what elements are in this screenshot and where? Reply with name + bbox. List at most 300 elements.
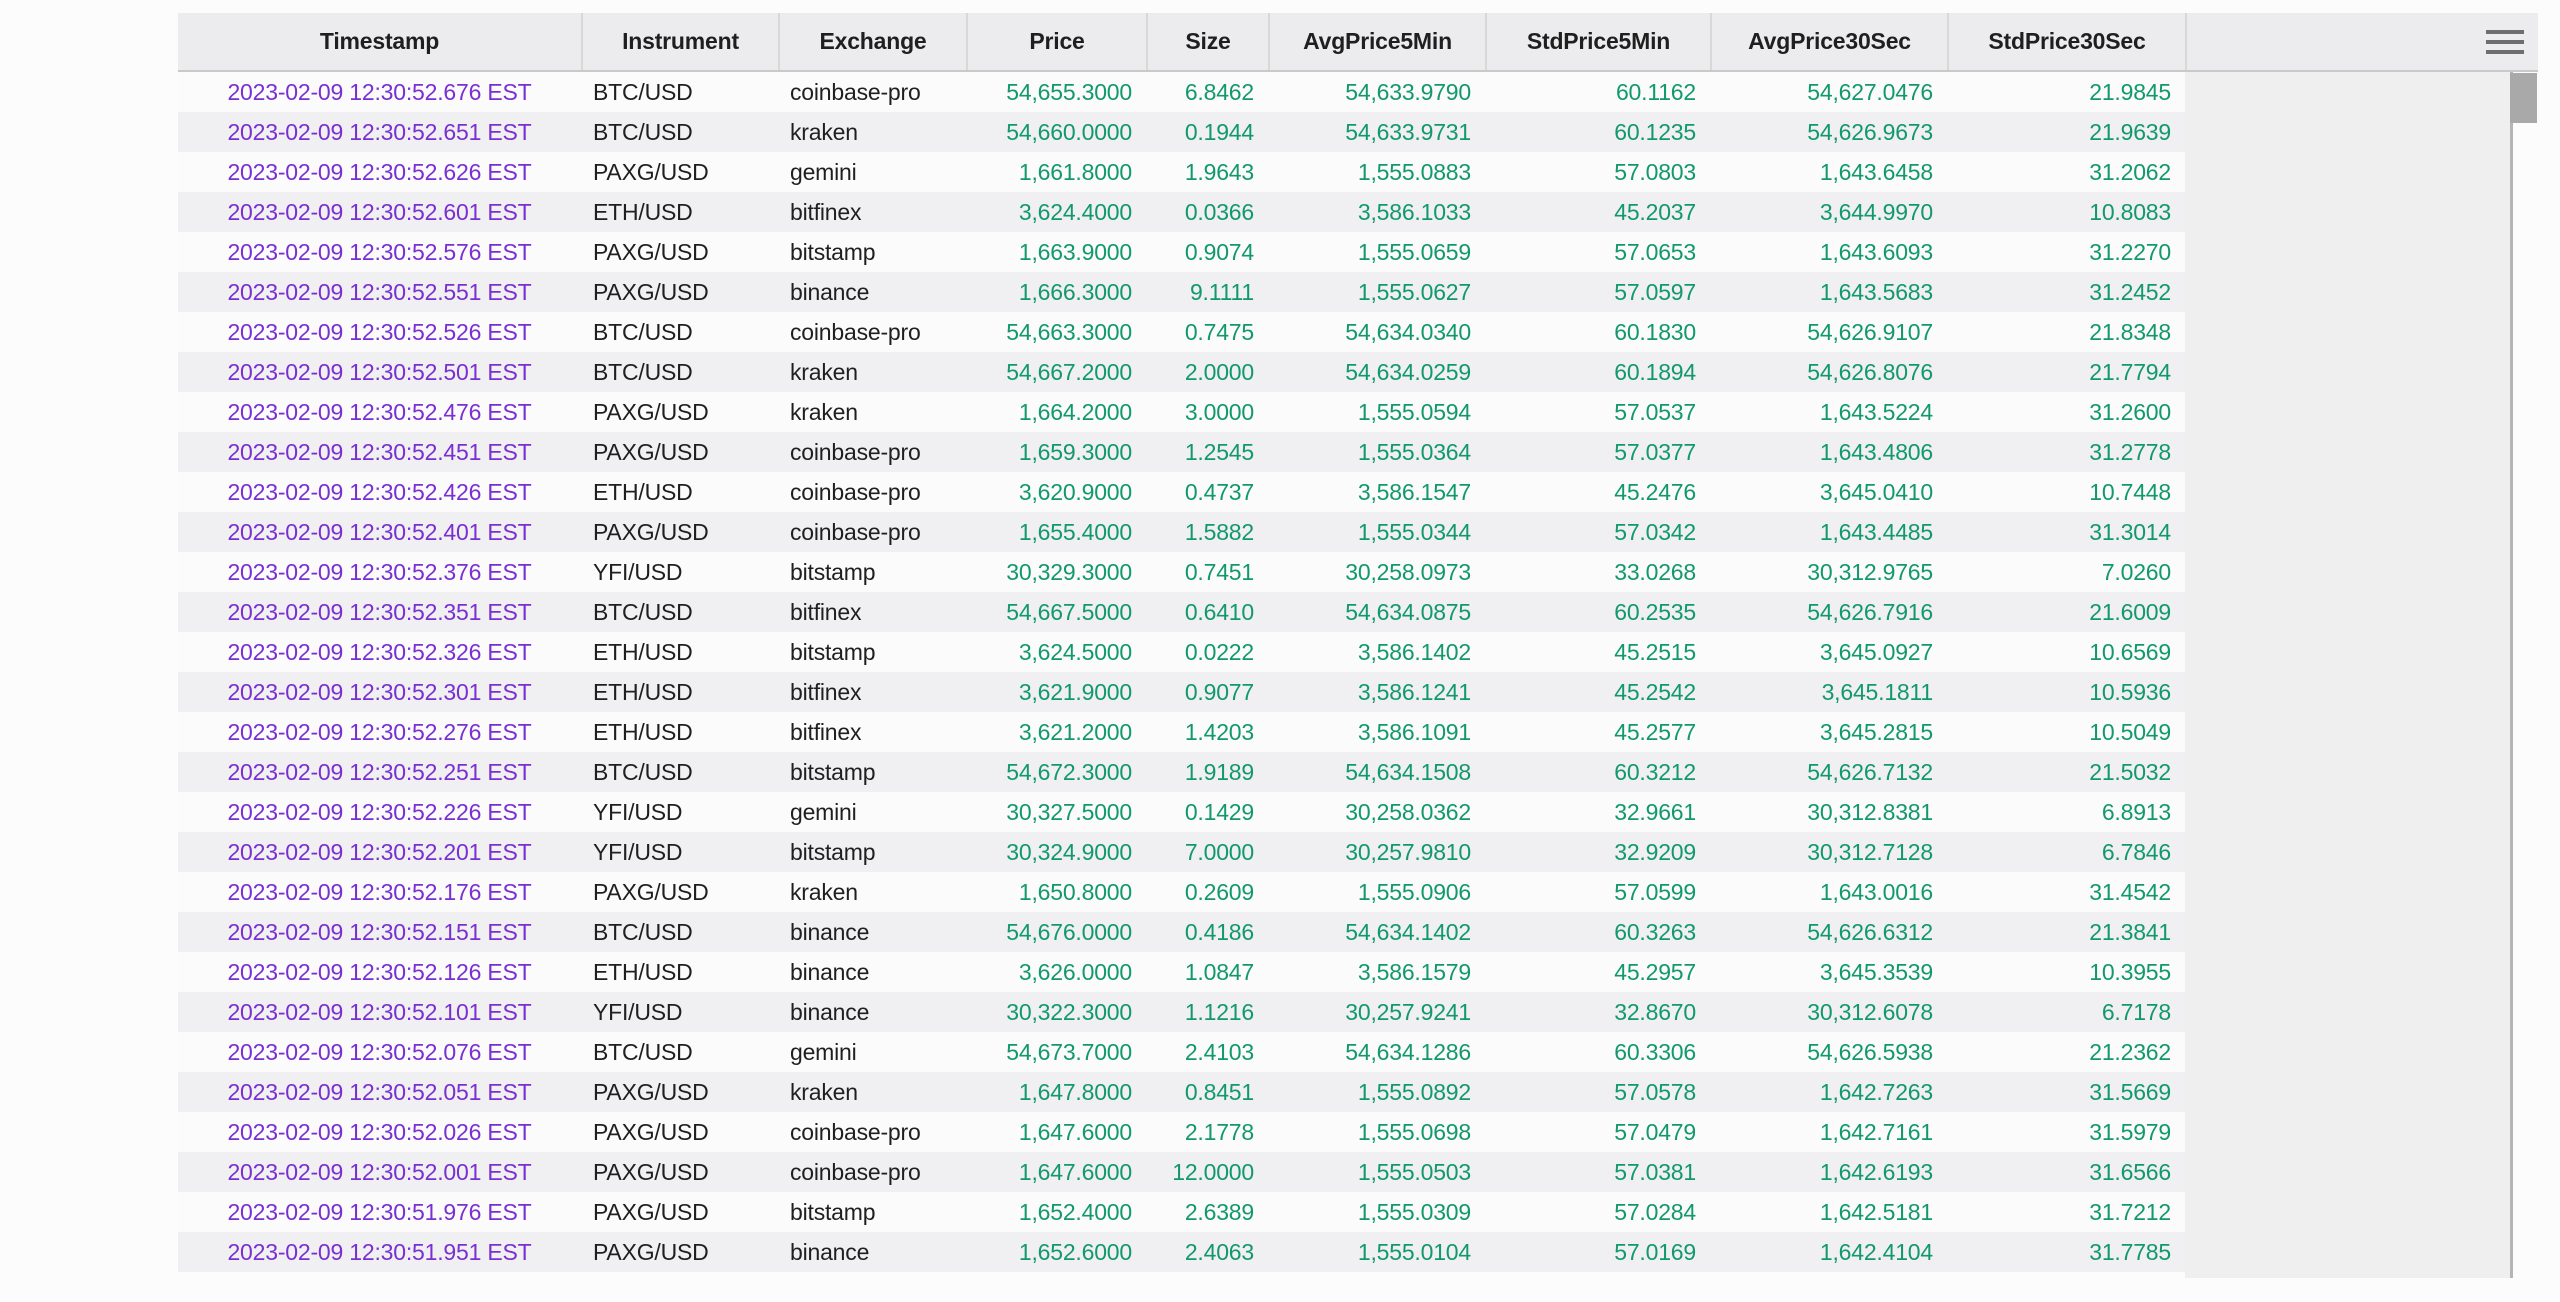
cell-price: 30,324.9000 <box>1006 838 1132 865</box>
cell-size: 0.0222 <box>1184 638 1254 665</box>
table-row <box>178 1152 2185 1192</box>
cell-size: 0.6410 <box>1184 598 1254 625</box>
cell-exchange: kraken <box>790 1078 858 1105</box>
cell-timestamp: 2023-02-09 12:30:52.126 EST <box>227 958 532 985</box>
cell-timestamp: 2023-02-09 12:30:52.676 EST <box>227 78 532 105</box>
cell-avg_price_30sec: 54,626.7132 <box>1807 758 1933 785</box>
cell-avg_price_30sec: 1,643.6458 <box>1819 158 1933 185</box>
cell-avg_price_5min: 3,586.1547 <box>1357 478 1471 505</box>
cell-size: 0.4737 <box>1184 478 1254 505</box>
cell-timestamp: 2023-02-09 12:30:52.151 EST <box>227 918 532 945</box>
table-row <box>178 232 2185 272</box>
cell-std_price_30sec: 10.5049 <box>2089 718 2171 745</box>
cell-size: 1.0847 <box>1184 958 1254 985</box>
cell-timestamp: 2023-02-09 12:30:52.251 EST <box>227 758 532 785</box>
column-header-std_price_5min: StdPrice5Min <box>1485 13 1710 70</box>
cell-avg_price_30sec: 3,644.9970 <box>1819 198 1933 225</box>
cell-timestamp: 2023-02-09 12:30:52.326 EST <box>227 638 532 665</box>
column-header-price: Price <box>966 13 1146 70</box>
cell-avg_price_30sec: 54,626.5938 <box>1807 1038 1933 1065</box>
cell-avg_price_30sec: 30,312.6078 <box>1807 998 1933 1025</box>
cell-instrument: PAXG/USD <box>593 878 709 905</box>
table-row <box>178 1112 2185 1152</box>
cell-instrument: BTC/USD <box>593 318 693 345</box>
cell-price: 1,652.4000 <box>1018 1198 1132 1225</box>
cell-std_price_30sec: 31.2778 <box>2089 438 2171 465</box>
cell-std_price_5min: 32.9661 <box>1614 798 1696 825</box>
cell-std_price_5min: 60.2535 <box>1614 598 1696 625</box>
cell-std_price_30sec: 31.5669 <box>2089 1078 2171 1105</box>
cell-instrument: ETH/USD <box>593 678 693 705</box>
cell-avg_price_5min: 1,555.0344 <box>1357 518 1471 545</box>
cell-size: 2.4063 <box>1184 1238 1254 1265</box>
column-header-instrument: Instrument <box>581 13 778 70</box>
scrollbar-track-line <box>2510 72 2513 1278</box>
cell-avg_price_30sec: 1,643.5224 <box>1819 398 1933 425</box>
cell-std_price_5min: 57.0653 <box>1614 238 1696 265</box>
cell-std_price_5min: 60.1162 <box>1615 78 1696 105</box>
table-row <box>178 912 2185 952</box>
cell-std_price_30sec: 21.8348 <box>2089 318 2171 345</box>
cell-avg_price_30sec: 1,642.7161 <box>1819 1118 1933 1145</box>
cell-instrument: BTC/USD <box>593 1038 693 1065</box>
cell-price: 30,329.3000 <box>1006 558 1132 585</box>
cell-instrument: PAXG/USD <box>593 518 709 545</box>
cell-avg_price_5min: 54,634.1286 <box>1345 1038 1471 1065</box>
cell-timestamp: 2023-02-09 12:30:51.951 EST <box>227 1238 532 1265</box>
cell-size: 12.0000 <box>1172 1158 1254 1185</box>
cell-std_price_30sec: 10.6569 <box>2089 638 2171 665</box>
cell-size: 2.0000 <box>1184 358 1254 385</box>
table-row <box>178 792 2185 832</box>
data-table <box>178 13 2538 1278</box>
cell-std_price_30sec: 10.3955 <box>2089 958 2171 985</box>
cell-avg_price_5min: 3,586.1241 <box>1357 678 1471 705</box>
cell-std_price_30sec: 31.5979 <box>2089 1118 2171 1145</box>
table-row <box>178 1192 2185 1232</box>
cell-avg_price_30sec: 54,626.9107 <box>1807 318 1933 345</box>
cell-size: 0.7475 <box>1184 318 1254 345</box>
cell-std_price_5min: 57.0803 <box>1614 158 1696 185</box>
cell-avg_price_30sec: 30,312.9765 <box>1807 558 1933 585</box>
cell-std_price_5min: 45.2957 <box>1614 958 1696 985</box>
cell-instrument: BTC/USD <box>593 78 693 105</box>
column-header-size: Size <box>1146 13 1268 70</box>
table-header-row <box>178 13 2538 72</box>
cell-exchange: binance <box>790 1238 870 1265</box>
hamburger-icon <box>2486 40 2524 44</box>
cell-std_price_30sec: 31.6566 <box>2089 1158 2171 1185</box>
table-row <box>178 632 2185 672</box>
cell-size: 0.0366 <box>1184 198 1254 225</box>
cell-std_price_5min: 60.1894 <box>1614 358 1696 385</box>
cell-price: 3,626.0000 <box>1018 958 1132 985</box>
cell-std_price_5min: 45.2476 <box>1614 478 1696 505</box>
cell-avg_price_5min: 54,634.0259 <box>1345 358 1471 385</box>
cell-avg_price_5min: 30,257.9241 <box>1345 998 1471 1025</box>
cell-timestamp: 2023-02-09 12:30:52.476 EST <box>227 398 532 425</box>
cell-avg_price_5min: 3,586.1091 <box>1357 718 1471 745</box>
cell-exchange: bitstamp <box>790 758 876 785</box>
cell-std_price_5min: 57.0537 <box>1614 398 1696 425</box>
cell-size: 1.9643 <box>1184 158 1254 185</box>
cell-exchange: coinbase-pro <box>790 78 921 105</box>
cell-avg_price_5min: 30,258.0362 <box>1345 798 1471 825</box>
cell-size: 1.9189 <box>1184 758 1254 785</box>
table-row <box>178 152 2185 192</box>
cell-std_price_30sec: 10.7448 <box>2089 478 2171 505</box>
cell-exchange: kraken <box>790 398 858 425</box>
cell-instrument: PAXG/USD <box>593 278 709 305</box>
cell-timestamp: 2023-02-09 12:30:52.651 EST <box>227 118 532 145</box>
cell-avg_price_5min: 1,555.0309 <box>1357 1198 1471 1225</box>
cell-price: 1,664.2000 <box>1018 398 1132 425</box>
cell-avg_price_30sec: 3,645.1811 <box>1821 678 1933 705</box>
cell-instrument: ETH/USD <box>593 958 693 985</box>
cell-instrument: BTC/USD <box>593 118 693 145</box>
cell-price: 30,322.3000 <box>1006 998 1132 1025</box>
cell-price: 54,673.7000 <box>1006 1038 1132 1065</box>
cell-price: 3,624.5000 <box>1018 638 1132 665</box>
cell-timestamp: 2023-02-09 12:30:52.576 EST <box>227 238 532 265</box>
cell-std_price_30sec: 6.7178 <box>2101 998 2171 1025</box>
cell-exchange: coinbase-pro <box>790 518 921 545</box>
cell-size: 2.4103 <box>1184 1038 1254 1065</box>
cell-avg_price_30sec: 1,643.4806 <box>1819 438 1933 465</box>
table-row <box>178 592 2185 632</box>
cell-exchange: bitstamp <box>790 1198 876 1225</box>
cell-std_price_5min: 60.3212 <box>1614 758 1696 785</box>
cell-exchange: kraken <box>790 878 858 905</box>
cell-std_price_5min: 57.0479 <box>1614 1118 1696 1145</box>
column-header-avg_price_30sec: AvgPrice30Sec <box>1710 13 1947 70</box>
cell-avg_price_5min: 30,257.9810 <box>1345 838 1471 865</box>
cell-avg_price_5min: 3,586.1579 <box>1357 958 1471 985</box>
cell-timestamp: 2023-02-09 12:30:52.026 EST <box>227 1118 532 1145</box>
cell-price: 54,655.3000 <box>1006 78 1132 105</box>
cell-timestamp: 2023-02-09 12:30:52.101 EST <box>227 998 532 1025</box>
cell-price: 54,667.5000 <box>1006 598 1132 625</box>
cell-avg_price_30sec: 54,626.8076 <box>1807 358 1933 385</box>
table-row <box>178 472 2185 512</box>
cell-std_price_5min: 33.0268 <box>1614 558 1696 585</box>
cell-price: 1,652.6000 <box>1018 1238 1132 1265</box>
cell-avg_price_30sec: 1,642.4104 <box>1819 1238 1933 1265</box>
table-row <box>178 992 2185 1032</box>
table-body <box>178 72 2185 1272</box>
cell-exchange: binance <box>790 998 870 1025</box>
cell-exchange: coinbase-pro <box>790 1118 921 1145</box>
cell-timestamp: 2023-02-09 12:30:52.226 EST <box>227 798 532 825</box>
cell-std_price_30sec: 21.9639 <box>2089 118 2171 145</box>
cell-std_price_30sec: 21.2362 <box>2089 1038 2171 1065</box>
cell-instrument: PAXG/USD <box>593 1078 709 1105</box>
cell-timestamp: 2023-02-09 12:30:52.376 EST <box>227 558 532 585</box>
cell-avg_price_30sec: 54,626.9673 <box>1807 118 1933 145</box>
cell-avg_price_5min: 1,555.0883 <box>1357 158 1471 185</box>
cell-instrument: ETH/USD <box>593 638 693 665</box>
table-row <box>178 712 2185 752</box>
cell-std_price_5min: 45.2577 <box>1614 718 1696 745</box>
cell-instrument: BTC/USD <box>593 758 693 785</box>
table-row <box>178 872 2185 912</box>
cell-instrument: PAXG/USD <box>593 238 709 265</box>
cell-avg_price_5min: 1,555.0364 <box>1357 438 1471 465</box>
cell-std_price_30sec: 31.3014 <box>2089 518 2171 545</box>
cell-avg_price_5min: 1,555.0659 <box>1357 238 1471 265</box>
cell-instrument: PAXG/USD <box>593 1158 709 1185</box>
cell-avg_price_30sec: 30,312.8381 <box>1807 798 1933 825</box>
cell-timestamp: 2023-02-09 12:30:52.401 EST <box>227 518 532 545</box>
scrollbar-thumb[interactable] <box>2510 73 2537 123</box>
cell-exchange: bitfinex <box>790 598 862 625</box>
cell-exchange: binance <box>790 278 870 305</box>
cell-exchange: bitfinex <box>790 198 862 225</box>
cell-avg_price_5min: 1,555.0906 <box>1357 878 1471 905</box>
cell-instrument: YFI/USD <box>593 838 683 865</box>
cell-std_price_5min: 57.0578 <box>1614 1078 1696 1105</box>
cell-price: 1,663.9000 <box>1018 238 1132 265</box>
cell-size: 0.9074 <box>1184 238 1254 265</box>
cell-price: 3,620.9000 <box>1018 478 1132 505</box>
cell-avg_price_5min: 54,633.9731 <box>1345 118 1471 145</box>
cell-avg_price_5min: 1,555.0104 <box>1357 1238 1471 1265</box>
cell-avg_price_30sec: 30,312.7128 <box>1807 838 1933 865</box>
cell-std_price_30sec: 21.6009 <box>2089 598 2171 625</box>
table-row <box>178 552 2185 592</box>
cell-size: 2.6389 <box>1184 1198 1254 1225</box>
cell-timestamp: 2023-02-09 12:30:52.626 EST <box>227 158 532 185</box>
cell-std_price_30sec: 31.2600 <box>2089 398 2171 425</box>
table-row <box>178 72 2185 112</box>
cell-price: 54,667.2000 <box>1006 358 1132 385</box>
cell-std_price_30sec: 31.7212 <box>2089 1198 2171 1225</box>
cell-timestamp: 2023-02-09 12:30:52.276 EST <box>227 718 532 745</box>
cell-exchange: coinbase-pro <box>790 318 921 345</box>
cell-price: 54,672.3000 <box>1006 758 1132 785</box>
cell-price: 54,663.3000 <box>1006 318 1132 345</box>
table-row <box>178 432 2185 472</box>
cell-instrument: BTC/USD <box>593 358 693 385</box>
cell-std_price_30sec: 31.2452 <box>2089 278 2171 305</box>
cell-timestamp: 2023-02-09 12:30:51.976 EST <box>227 1198 532 1225</box>
cell-exchange: gemini <box>790 1038 857 1065</box>
table-row <box>178 672 2185 712</box>
cell-price: 1,650.8000 <box>1018 878 1132 905</box>
right-panel <box>2185 72 2510 1278</box>
cell-exchange: bitfinex <box>790 678 862 705</box>
cell-avg_price_30sec: 1,643.6093 <box>1819 238 1933 265</box>
cell-price: 1,661.8000 <box>1018 158 1132 185</box>
cell-price: 30,327.5000 <box>1006 798 1132 825</box>
cell-std_price_30sec: 21.5032 <box>2089 758 2171 785</box>
cell-avg_price_5min: 54,634.0340 <box>1345 318 1471 345</box>
cell-instrument: YFI/USD <box>593 558 683 585</box>
cell-avg_price_30sec: 1,643.5683 <box>1819 278 1933 305</box>
cell-timestamp: 2023-02-09 12:30:52.551 EST <box>227 278 532 305</box>
table-row <box>178 832 2185 872</box>
cell-std_price_30sec: 10.5936 <box>2089 678 2171 705</box>
cell-exchange: bitstamp <box>790 638 876 665</box>
cell-std_price_30sec: 21.9845 <box>2089 78 2171 105</box>
cell-exchange: coinbase-pro <box>790 478 921 505</box>
cell-std_price_30sec: 6.8913 <box>2101 798 2171 825</box>
cell-std_price_30sec: 31.7785 <box>2089 1238 2171 1265</box>
cell-avg_price_30sec: 3,645.3539 <box>1819 958 1933 985</box>
cell-std_price_5min: 57.0599 <box>1614 878 1696 905</box>
cell-exchange: kraken <box>790 358 858 385</box>
cell-size: 0.9077 <box>1184 678 1254 705</box>
cell-price: 1,655.4000 <box>1018 518 1132 545</box>
cell-avg_price_5min: 54,633.9790 <box>1345 78 1471 105</box>
cell-exchange: bitstamp <box>790 838 876 865</box>
cell-std_price_5min: 57.0169 <box>1614 1238 1696 1265</box>
cell-instrument: PAXG/USD <box>593 438 709 465</box>
cell-avg_price_30sec: 1,642.7263 <box>1819 1078 1933 1105</box>
cell-avg_price_30sec: 54,627.0476 <box>1807 78 1933 105</box>
cell-std_price_5min: 57.0597 <box>1614 278 1696 305</box>
cell-instrument: PAXG/USD <box>593 1118 709 1145</box>
cell-timestamp: 2023-02-09 12:30:52.076 EST <box>227 1038 532 1065</box>
cell-std_price_5min: 57.0342 <box>1614 518 1696 545</box>
cell-std_price_30sec: 31.2270 <box>2089 238 2171 265</box>
cell-price: 3,621.2000 <box>1018 718 1132 745</box>
cell-timestamp: 2023-02-09 12:30:52.501 EST <box>227 358 532 385</box>
cell-avg_price_30sec: 1,643.0016 <box>1819 878 1933 905</box>
cell-size: 9.1111 <box>1189 278 1254 305</box>
header-filler <box>2185 13 2538 70</box>
cell-avg_price_5min: 3,586.1033 <box>1357 198 1471 225</box>
cell-avg_price_30sec: 3,645.2815 <box>1819 718 1933 745</box>
cell-timestamp: 2023-02-09 12:30:52.351 EST <box>227 598 532 625</box>
cell-exchange: binance <box>790 958 870 985</box>
cell-price: 3,621.9000 <box>1018 678 1132 705</box>
table-row <box>178 512 2185 552</box>
cell-instrument: PAXG/USD <box>593 1238 709 1265</box>
cell-std_price_5min: 60.3263 <box>1614 918 1696 945</box>
cell-timestamp: 2023-02-09 12:30:52.176 EST <box>227 878 532 905</box>
cell-price: 1,647.6000 <box>1018 1118 1132 1145</box>
cell-std_price_30sec: 21.7794 <box>2089 358 2171 385</box>
table-row <box>178 192 2185 232</box>
cell-std_price_5min: 32.8670 <box>1614 998 1696 1025</box>
cell-timestamp: 2023-02-09 12:30:52.301 EST <box>227 678 532 705</box>
cell-exchange: binance <box>790 918 870 945</box>
cell-instrument: ETH/USD <box>593 718 693 745</box>
cell-std_price_5min: 45.2037 <box>1614 198 1696 225</box>
cell-avg_price_5min: 54,634.1508 <box>1345 758 1471 785</box>
cell-std_price_30sec: 10.8083 <box>2089 198 2171 225</box>
cell-exchange: bitstamp <box>790 558 876 585</box>
cell-std_price_5min: 60.1235 <box>1614 118 1696 145</box>
table-row <box>178 1072 2185 1112</box>
cell-avg_price_5min: 1,555.0627 <box>1357 278 1471 305</box>
cell-price: 54,676.0000 <box>1006 918 1132 945</box>
cell-std_price_5min: 32.9209 <box>1614 838 1696 865</box>
cell-size: 1.4203 <box>1184 718 1254 745</box>
cell-avg_price_5min: 1,555.0892 <box>1357 1078 1471 1105</box>
cell-size: 0.4186 <box>1184 918 1254 945</box>
hamburger-icon <box>2486 30 2524 34</box>
cell-price: 3,624.4000 <box>1018 198 1132 225</box>
table-row <box>178 312 2185 352</box>
cell-timestamp: 2023-02-09 12:30:52.426 EST <box>227 478 532 505</box>
cell-std_price_30sec: 6.7846 <box>2101 838 2171 865</box>
cell-avg_price_5min: 1,555.0503 <box>1357 1158 1471 1185</box>
cell-exchange: kraken <box>790 118 858 145</box>
cell-std_price_5min: 45.2542 <box>1614 678 1696 705</box>
cell-instrument: BTC/USD <box>593 918 693 945</box>
cell-avg_price_30sec: 54,626.6312 <box>1807 918 1933 945</box>
cell-timestamp: 2023-02-09 12:30:52.526 EST <box>227 318 532 345</box>
cell-price: 1,647.6000 <box>1018 1158 1132 1185</box>
cell-size: 3.0000 <box>1184 398 1254 425</box>
table-row <box>178 392 2185 432</box>
cell-std_price_5min: 60.1830 <box>1614 318 1696 345</box>
cell-avg_price_30sec: 1,643.4485 <box>1819 518 1933 545</box>
cell-size: 6.8462 <box>1184 78 1254 105</box>
table-row <box>178 1032 2185 1072</box>
cell-exchange: bitstamp <box>790 238 876 265</box>
cell-exchange: coinbase-pro <box>790 1158 921 1185</box>
column-header-std_price_30sec: StdPrice30Sec <box>1947 13 2185 70</box>
cell-avg_price_5min: 54,634.0875 <box>1345 598 1471 625</box>
cell-avg_price_5min: 1,555.0698 <box>1357 1118 1471 1145</box>
table-row <box>178 1232 2185 1272</box>
cell-instrument: ETH/USD <box>593 198 693 225</box>
cell-avg_price_5min: 54,634.1402 <box>1345 918 1471 945</box>
cell-instrument: YFI/USD <box>593 798 683 825</box>
cell-size: 1.2545 <box>1184 438 1254 465</box>
cell-exchange: coinbase-pro <box>790 438 921 465</box>
cell-size: 0.1944 <box>1184 118 1254 145</box>
column-header-exchange: Exchange <box>778 13 966 70</box>
cell-timestamp: 2023-02-09 12:30:52.201 EST <box>227 838 532 865</box>
cell-std_price_30sec: 21.3841 <box>2089 918 2171 945</box>
cell-std_price_5min: 45.2515 <box>1614 638 1696 665</box>
cell-std_price_5min: 57.0381 <box>1614 1158 1696 1185</box>
cell-size: 0.2609 <box>1184 878 1254 905</box>
cell-std_price_30sec: 31.2062 <box>2089 158 2171 185</box>
cell-avg_price_30sec: 54,626.7916 <box>1807 598 1933 625</box>
cell-price: 54,660.0000 <box>1006 118 1132 145</box>
table-row <box>178 272 2185 312</box>
cell-std_price_5min: 60.3306 <box>1614 1038 1696 1065</box>
cell-timestamp: 2023-02-09 12:30:52.451 EST <box>227 438 532 465</box>
cell-size: 0.7451 <box>1184 558 1254 585</box>
cell-exchange: gemini <box>790 798 857 825</box>
cell-avg_price_5min: 3,586.1402 <box>1357 638 1471 665</box>
table-row <box>178 112 2185 152</box>
cell-instrument: BTC/USD <box>593 598 693 625</box>
cell-avg_price_5min: 30,258.0973 <box>1345 558 1471 585</box>
cell-instrument: PAXG/USD <box>593 158 709 185</box>
cell-size: 0.8451 <box>1184 1078 1254 1105</box>
cell-std_price_5min: 57.0377 <box>1614 438 1696 465</box>
hamburger-menu-button[interactable] <box>2486 30 2524 54</box>
cell-std_price_30sec: 7.0260 <box>2101 558 2171 585</box>
cell-timestamp: 2023-02-09 12:30:52.001 EST <box>227 1158 532 1185</box>
column-header-timestamp: Timestamp <box>319 28 440 54</box>
cell-avg_price_30sec: 3,645.0410 <box>1819 478 1933 505</box>
cell-price: 1,647.8000 <box>1018 1078 1132 1105</box>
cell-avg_price_30sec: 1,642.6193 <box>1819 1158 1933 1185</box>
cell-std_price_30sec: 31.4542 <box>2089 878 2171 905</box>
cell-size: 7.0000 <box>1184 838 1254 865</box>
hamburger-icon <box>2486 50 2524 54</box>
cell-instrument: PAXG/USD <box>593 1198 709 1225</box>
column-header-avg_price_5min: AvgPrice5Min <box>1268 13 1485 70</box>
